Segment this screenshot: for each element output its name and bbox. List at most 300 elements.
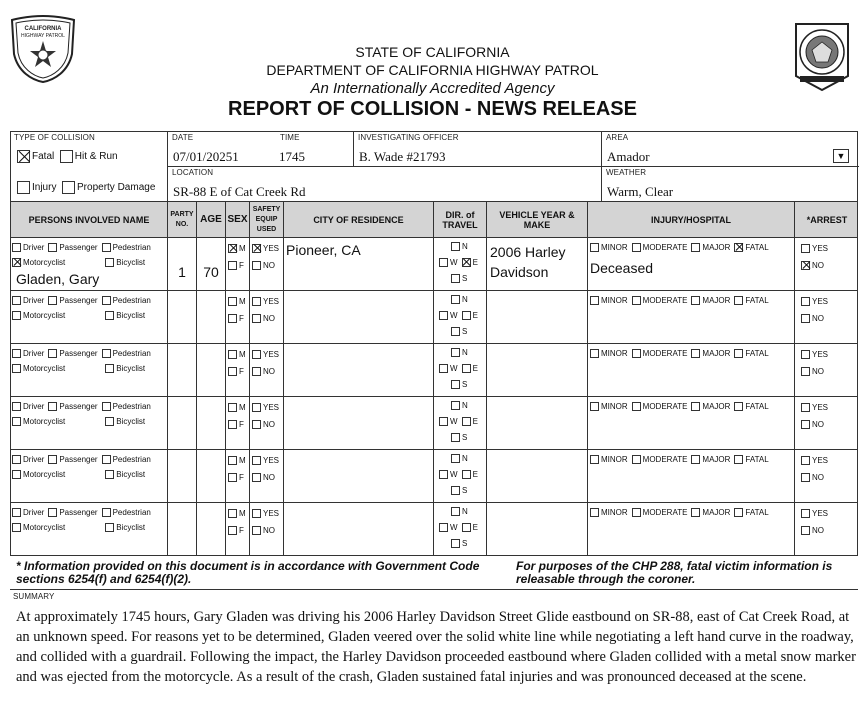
- dir-s-checkbox[interactable]: [451, 274, 460, 283]
- vehicle-year-make[interactable]: [486, 503, 587, 555]
- motorcyclist-checkbox[interactable]: [12, 470, 21, 479]
- dir-w-checkbox[interactable]: [439, 523, 448, 532]
- passenger-checkbox[interactable]: [48, 296, 57, 305]
- passenger-checkbox[interactable]: [48, 402, 57, 411]
- injury-minor-label: MINOR: [601, 296, 628, 305]
- injury-fatal-option[interactable]: [734, 455, 768, 464]
- injury-major-checkbox[interactable]: [691, 296, 700, 305]
- city-of-residence[interactable]: [283, 450, 433, 502]
- injury-fatal-checkbox[interactable]: [734, 508, 743, 517]
- injury-fatal-option[interactable]: [734, 243, 768, 252]
- area-value[interactable]: Amador: [607, 149, 650, 164]
- fatal-checkbox[interactable]: [17, 150, 30, 163]
- sex-m-option[interactable]: [228, 403, 246, 412]
- dir-w-checkbox[interactable]: [439, 258, 448, 267]
- party-number[interactable]: [167, 450, 196, 502]
- motorcyclist-label: Motorcyclist: [23, 523, 66, 532]
- driver-checkbox[interactable]: [12, 296, 21, 305]
- svg-text:HIGHWAY PATROL: HIGHWAY PATROL: [21, 33, 65, 39]
- vehicle-year-make[interactable]: [486, 397, 587, 449]
- pedestrian-checkbox[interactable]: [102, 508, 111, 517]
- safety-no-checkbox[interactable]: [252, 526, 261, 535]
- injury-major-option[interactable]: [691, 243, 730, 252]
- arrest-yes-option[interactable]: [801, 244, 828, 253]
- sex-m-checkbox[interactable]: [228, 403, 237, 412]
- dir-n-option[interactable]: [451, 454, 468, 463]
- dir-n-option[interactable]: [451, 507, 468, 516]
- injury-moderate-option[interactable]: [632, 243, 688, 252]
- sex-f-checkbox[interactable]: [228, 420, 237, 429]
- injury-major-checkbox[interactable]: [691, 455, 700, 464]
- injury-moderate-checkbox[interactable]: [632, 243, 641, 252]
- motorcyclist-checkbox[interactable]: [12, 364, 21, 373]
- passenger-option[interactable]: [48, 508, 97, 517]
- age-value[interactable]: [196, 450, 225, 502]
- city-of-residence[interactable]: Pioneer, CA: [283, 238, 433, 290]
- injury-moderate-checkbox[interactable]: [632, 455, 641, 464]
- dir-s-option[interactable]: [451, 486, 467, 495]
- dir-e-option[interactable]: [462, 417, 478, 426]
- bicyclist-option[interactable]: [105, 470, 145, 479]
- dir-w-option[interactable]: [439, 417, 458, 426]
- arrest-no-checkbox[interactable]: [801, 314, 810, 323]
- bicyclist-label: Bicyclist: [116, 523, 146, 532]
- arrest-yes-checkbox[interactable]: [801, 297, 810, 306]
- column-header-arrest: *ARREST: [794, 202, 859, 237]
- arrest-yes-option[interactable]: [801, 403, 828, 412]
- arrest-no-checkbox[interactable]: [801, 420, 810, 429]
- injury-major-checkbox[interactable]: [691, 349, 700, 358]
- dir-w-checkbox[interactable]: [439, 364, 448, 373]
- motorcyclist-option[interactable]: [12, 258, 65, 267]
- safety-no-label: NO: [263, 261, 275, 270]
- dir-s-checkbox[interactable]: [451, 433, 460, 442]
- injury-moderate-option[interactable]: [632, 508, 688, 517]
- bicyclist-option[interactable]: [105, 258, 145, 267]
- injury-moderate-checkbox[interactable]: [632, 402, 641, 411]
- arrest-yes-checkbox[interactable]: [801, 244, 810, 253]
- sex-f-checkbox[interactable]: [228, 526, 237, 535]
- injury-moderate-checkbox[interactable]: [632, 508, 641, 517]
- injury-minor-checkbox[interactable]: [590, 296, 599, 305]
- dir-e-checkbox[interactable]: [462, 470, 471, 479]
- arrest-yes-option[interactable]: [801, 456, 828, 465]
- passenger-option[interactable]: [48, 243, 97, 252]
- safety-yes-checkbox[interactable]: [252, 456, 261, 465]
- fatal-option[interactable]: [17, 150, 118, 163]
- driver-option[interactable]: [12, 455, 44, 464]
- sex-m-option[interactable]: [228, 297, 246, 306]
- property-damage-checkbox[interactable]: [62, 181, 75, 194]
- dir-n-option[interactable]: [451, 348, 468, 357]
- dir-e-option[interactable]: [462, 258, 478, 267]
- sex-m-checkbox[interactable]: [228, 509, 237, 518]
- pedestrian-checkbox[interactable]: [102, 402, 111, 411]
- passenger-label: Passenger: [59, 455, 98, 464]
- dir-s-option[interactable]: [451, 274, 467, 283]
- age-value[interactable]: [196, 291, 225, 343]
- bicyclist-option[interactable]: [105, 311, 145, 320]
- dir-w-option[interactable]: [439, 470, 458, 479]
- dir-s-label: S: [462, 433, 468, 442]
- safety-no-option[interactable]: [252, 314, 275, 323]
- injury-major-option[interactable]: [691, 455, 730, 464]
- sex-f-option[interactable]: [228, 473, 244, 482]
- injury-major-checkbox[interactable]: [691, 508, 700, 517]
- safety-yes-option[interactable]: [252, 509, 279, 518]
- safety-no-checkbox[interactable]: [252, 420, 261, 429]
- injury-minor-checkbox[interactable]: [590, 402, 599, 411]
- safety-yes-label: YES: [263, 403, 280, 412]
- dir-w-option[interactable]: [439, 364, 458, 373]
- motorcyclist-label: Motorcyclist: [23, 364, 66, 373]
- party-number[interactable]: [167, 344, 196, 396]
- pedestrian-option[interactable]: [102, 243, 151, 252]
- driver-option[interactable]: [12, 508, 44, 517]
- driver-option[interactable]: [12, 349, 44, 358]
- arrest-yes-label: YES: [812, 350, 829, 359]
- party-number[interactable]: 1: [167, 238, 196, 290]
- arrest-yes-checkbox[interactable]: [801, 509, 810, 518]
- dir-w-checkbox[interactable]: [439, 417, 448, 426]
- injury-fatal-checkbox[interactable]: [734, 402, 743, 411]
- dir-e-option[interactable]: [462, 523, 478, 532]
- passenger-option[interactable]: [48, 455, 97, 464]
- sex-m-option[interactable]: [228, 509, 246, 518]
- pedestrian-option[interactable]: [102, 455, 151, 464]
- sex-m-label: M: [239, 350, 246, 359]
- injury-minor-option[interactable]: [590, 243, 628, 252]
- injury-minor-option[interactable]: [590, 402, 628, 411]
- arrest-no-label: NO: [812, 314, 824, 323]
- safety-no-option[interactable]: [252, 526, 275, 535]
- passenger-option[interactable]: [48, 349, 97, 358]
- dir-n-option[interactable]: [451, 242, 468, 251]
- safety-yes-option[interactable]: [252, 456, 279, 465]
- arrest-no-checkbox[interactable]: [801, 473, 810, 482]
- safety-yes-label: YES: [263, 509, 280, 518]
- bicyclist-checkbox[interactable]: [105, 470, 114, 479]
- bicyclist-label: Bicyclist: [116, 364, 146, 373]
- sex-f-option[interactable]: [228, 420, 244, 429]
- property-damage-label: Property Damage: [77, 182, 156, 194]
- injury-moderate-option[interactable]: [632, 296, 688, 305]
- passenger-checkbox[interactable]: [48, 508, 57, 517]
- injury-minor-label: MINOR: [601, 508, 628, 517]
- arrest-no-option[interactable]: [801, 261, 824, 270]
- city-of-residence[interactable]: [283, 344, 433, 396]
- sex-f-checkbox[interactable]: [228, 473, 237, 482]
- sex-m-checkbox[interactable]: [228, 244, 237, 253]
- safety-yes-option[interactable]: [252, 244, 279, 253]
- injury-minor-checkbox[interactable]: [590, 455, 599, 464]
- injury-major-option[interactable]: [691, 349, 730, 358]
- party-number[interactable]: [167, 503, 196, 555]
- safety-yes-checkbox[interactable]: [252, 509, 261, 518]
- dir-n-option[interactable]: [451, 401, 468, 410]
- city-of-residence[interactable]: [283, 291, 433, 343]
- bicyclist-checkbox[interactable]: [105, 311, 114, 320]
- injury-fatal-option[interactable]: [734, 402, 768, 411]
- safety-yes-checkbox[interactable]: [252, 244, 261, 253]
- pedestrian-option[interactable]: [102, 402, 151, 411]
- safety-no-checkbox[interactable]: [252, 314, 261, 323]
- safety-no-checkbox[interactable]: [252, 367, 261, 376]
- passenger-option[interactable]: [48, 296, 97, 305]
- safety-yes-option[interactable]: [252, 403, 279, 412]
- coroner-note: For purposes of the CHP 288, fatal victim information is releasable through the coroner.: [516, 559, 833, 586]
- dir-e-option[interactable]: [462, 311, 478, 320]
- driver-option[interactable]: [12, 296, 44, 305]
- injury-fatal-option[interactable]: [734, 508, 768, 517]
- injury-fatal-checkbox[interactable]: [734, 455, 743, 464]
- passenger-option[interactable]: [48, 402, 97, 411]
- injury-fatal-option[interactable]: [734, 296, 768, 305]
- injury-moderate-checkbox[interactable]: [632, 349, 641, 358]
- dir-e-option[interactable]: [462, 364, 478, 373]
- dir-s-checkbox[interactable]: [451, 486, 460, 495]
- injury-major-checkbox[interactable]: [691, 243, 700, 252]
- arrest-yes-option[interactable]: [801, 509, 828, 518]
- dir-n-checkbox[interactable]: [451, 507, 460, 516]
- arrest-no-option[interactable]: [801, 473, 824, 482]
- vehicle-year-make[interactable]: 2006 Harley Davidson: [486, 238, 587, 290]
- vehicle-year-make[interactable]: [486, 450, 587, 502]
- time-label: TIME: [280, 133, 300, 142]
- dir-w-option[interactable]: [439, 523, 458, 532]
- dir-s-option[interactable]: [451, 539, 467, 548]
- bicyclist-checkbox[interactable]: [105, 523, 114, 532]
- column-header-city: CITY OF RESIDENCE: [283, 202, 433, 237]
- pedestrian-checkbox[interactable]: [102, 455, 111, 464]
- pedestrian-checkbox[interactable]: [102, 349, 111, 358]
- age-value[interactable]: 70: [196, 238, 225, 290]
- motorcyclist-option[interactable]: [12, 417, 65, 426]
- injury-fatal-checkbox[interactable]: [734, 349, 743, 358]
- department-heading: DEPARTMENT OF CALIFORNIA HIGHWAY PATROL: [266, 62, 599, 78]
- sex-m-option[interactable]: [228, 456, 246, 465]
- dir-s-checkbox[interactable]: [451, 539, 460, 548]
- motorcyclist-option[interactable]: [12, 311, 65, 320]
- sex-m-option[interactable]: [228, 350, 246, 359]
- weather-value[interactable]: Warm, Clear: [607, 184, 674, 199]
- bicyclist-option[interactable]: [105, 523, 145, 532]
- hit-run-checkbox[interactable]: [60, 150, 73, 163]
- safety-no-option[interactable]: [252, 420, 275, 429]
- arrest-no-checkbox[interactable]: [801, 367, 810, 376]
- driver-option[interactable]: [12, 243, 44, 252]
- sex-f-option[interactable]: [228, 367, 244, 376]
- dir-s-checkbox[interactable]: [451, 327, 460, 336]
- injury-moderate-option[interactable]: [632, 455, 688, 464]
- motorcyclist-checkbox[interactable]: [12, 258, 21, 267]
- motorcyclist-option[interactable]: [12, 523, 65, 532]
- injury-minor-option[interactable]: [590, 296, 628, 305]
- injury-checkbox[interactable]: [17, 181, 30, 194]
- dir-e-checkbox[interactable]: [462, 523, 471, 532]
- sex-f-option[interactable]: [228, 261, 244, 270]
- sex-f-checkbox[interactable]: [228, 261, 237, 270]
- sex-f-option[interactable]: [228, 526, 244, 535]
- sex-m-checkbox[interactable]: [228, 456, 237, 465]
- dir-s-checkbox[interactable]: [451, 380, 460, 389]
- officer-value[interactable]: B. Wade #21793: [359, 149, 446, 164]
- dir-s-option[interactable]: [451, 433, 467, 442]
- party-number[interactable]: [167, 397, 196, 449]
- injury-fatal-checkbox[interactable]: [734, 296, 743, 305]
- arrest-no-option[interactable]: [801, 420, 824, 429]
- age-value[interactable]: [196, 397, 225, 449]
- injury-major-option[interactable]: [691, 296, 730, 305]
- dir-e-checkbox[interactable]: [462, 258, 471, 267]
- arrest-no-label: NO: [812, 420, 824, 429]
- passenger-checkbox[interactable]: [48, 243, 57, 252]
- sex-f-option[interactable]: [228, 314, 244, 323]
- arrest-yes-checkbox[interactable]: [801, 350, 810, 359]
- vehicle-year-make[interactable]: [486, 291, 587, 343]
- passenger-checkbox[interactable]: [48, 349, 57, 358]
- arrest-yes-checkbox[interactable]: [801, 403, 810, 412]
- injury-fatal-label: FATAL: [745, 402, 769, 411]
- dir-n-checkbox[interactable]: [451, 242, 460, 251]
- pedestrian-option[interactable]: [102, 349, 151, 358]
- injury-minor-checkbox[interactable]: [590, 243, 599, 252]
- dir-w-option[interactable]: [439, 311, 458, 320]
- dir-w-checkbox[interactable]: [439, 470, 448, 479]
- injury-major-option[interactable]: [691, 508, 730, 517]
- driver-option[interactable]: [12, 402, 44, 411]
- injury-moderate-checkbox[interactable]: [632, 296, 641, 305]
- bicyclist-checkbox[interactable]: [105, 364, 114, 373]
- safety-yes-label: YES: [263, 456, 280, 465]
- person-name[interactable]: Gladen, Gary: [16, 271, 100, 287]
- driver-checkbox[interactable]: [12, 349, 21, 358]
- safety-yes-checkbox[interactable]: [252, 350, 261, 359]
- safety-yes-checkbox[interactable]: [252, 403, 261, 412]
- dir-n-checkbox[interactable]: [451, 401, 460, 410]
- sex-f-label: F: [239, 367, 244, 376]
- motorcyclist-checkbox[interactable]: [12, 523, 21, 532]
- motorcyclist-option[interactable]: [12, 364, 65, 373]
- age-value[interactable]: [196, 503, 225, 555]
- injury-fatal-checkbox[interactable]: [734, 243, 743, 252]
- area-dropdown-chevron-icon[interactable]: ▼: [833, 149, 849, 163]
- arrest-no-checkbox[interactable]: [801, 261, 810, 270]
- arrest-yes-label: YES: [812, 244, 829, 253]
- dir-e-checkbox[interactable]: [462, 364, 471, 373]
- vehicle-year-make[interactable]: [486, 344, 587, 396]
- arrest-no-option[interactable]: [801, 367, 824, 376]
- driver-checkbox[interactable]: [12, 455, 21, 464]
- safety-no-option[interactable]: [252, 473, 275, 482]
- safety-yes-checkbox[interactable]: [252, 297, 261, 306]
- bicyclist-checkbox[interactable]: [105, 417, 114, 426]
- bicyclist-option[interactable]: [105, 417, 145, 426]
- dir-s-option[interactable]: [451, 327, 467, 336]
- dir-n-checkbox[interactable]: [451, 454, 460, 463]
- party-number[interactable]: [167, 291, 196, 343]
- arrest-no-label: NO: [812, 473, 824, 482]
- injury-minor-option[interactable]: [590, 455, 628, 464]
- motorcyclist-checkbox[interactable]: [12, 311, 21, 320]
- injury-minor-checkbox[interactable]: [590, 508, 599, 517]
- arrest-no-option[interactable]: [801, 526, 824, 535]
- dir-e-checkbox[interactable]: [462, 311, 471, 320]
- dir-e-checkbox[interactable]: [462, 417, 471, 426]
- bicyclist-option[interactable]: [105, 364, 145, 373]
- location-value[interactable]: SR-88 E of Cat Creek Rd: [173, 184, 306, 199]
- dir-s-option[interactable]: [451, 380, 467, 389]
- sex-m-checkbox[interactable]: [228, 350, 237, 359]
- safety-no-option[interactable]: [252, 261, 275, 270]
- arrest-no-option[interactable]: [801, 314, 824, 323]
- pedestrian-checkbox[interactable]: [102, 243, 111, 252]
- arrest-no-checkbox[interactable]: [801, 526, 810, 535]
- arrest-yes-checkbox[interactable]: [801, 456, 810, 465]
- driver-checkbox[interactable]: [12, 243, 21, 252]
- pedestrian-checkbox[interactable]: [102, 296, 111, 305]
- pedestrian-option[interactable]: [102, 508, 151, 517]
- safety-no-checkbox[interactable]: [252, 473, 261, 482]
- bicyclist-checkbox[interactable]: [105, 258, 114, 267]
- sex-f-checkbox[interactable]: [228, 314, 237, 323]
- injury-moderate-option[interactable]: [632, 402, 688, 411]
- injury-moderate-option[interactable]: [632, 349, 688, 358]
- safety-yes-option[interactable]: [252, 297, 279, 306]
- safety-yes-option[interactable]: [252, 350, 279, 359]
- dir-e-label: E: [472, 311, 478, 320]
- dir-w-option[interactable]: [439, 258, 458, 267]
- arrest-yes-option[interactable]: [801, 350, 828, 359]
- injury-major-checkbox[interactable]: [691, 402, 700, 411]
- age-value[interactable]: [196, 344, 225, 396]
- injury-minor-option[interactable]: [590, 349, 628, 358]
- sex-f-checkbox[interactable]: [228, 367, 237, 376]
- motorcyclist-option[interactable]: [12, 470, 65, 479]
- passenger-checkbox[interactable]: [48, 455, 57, 464]
- motorcyclist-checkbox[interactable]: [12, 417, 21, 426]
- dir-w-checkbox[interactable]: [439, 311, 448, 320]
- injury-major-option[interactable]: [691, 402, 730, 411]
- dir-e-option[interactable]: [462, 470, 478, 479]
- sex-m-option[interactable]: [228, 244, 246, 253]
- injury-minor-option[interactable]: [590, 508, 628, 517]
- passenger-label: Passenger: [59, 508, 98, 517]
- injury-minor-checkbox[interactable]: [590, 349, 599, 358]
- driver-label: Driver: [23, 455, 45, 464]
- city-of-residence[interactable]: [283, 503, 433, 555]
- city-of-residence[interactable]: [283, 397, 433, 449]
- injury-note[interactable]: Deceased: [590, 260, 654, 276]
- dir-n-checkbox[interactable]: [451, 295, 460, 304]
- bicyclist-label: Bicyclist: [116, 417, 146, 426]
- driver-checkbox[interactable]: [12, 402, 21, 411]
- sex-m-checkbox[interactable]: [228, 297, 237, 306]
- dir-e-label: E: [472, 258, 478, 267]
- dir-n-option[interactable]: [451, 295, 468, 304]
- arrest-yes-option[interactable]: [801, 297, 828, 306]
- safety-no-checkbox[interactable]: [252, 261, 261, 270]
- injury-moderate-label: MODERATE: [642, 243, 688, 252]
- injury-fatal-option[interactable]: [734, 349, 768, 358]
- time-value[interactable]: 1745: [279, 149, 305, 164]
- dir-n-checkbox[interactable]: [451, 348, 460, 357]
- safety-no-option[interactable]: [252, 367, 275, 376]
- driver-checkbox[interactable]: [12, 508, 21, 517]
- injury-option[interactable]: [17, 181, 155, 194]
- date-value[interactable]: 07/01/20251: [173, 149, 239, 164]
- pedestrian-option[interactable]: [102, 296, 151, 305]
